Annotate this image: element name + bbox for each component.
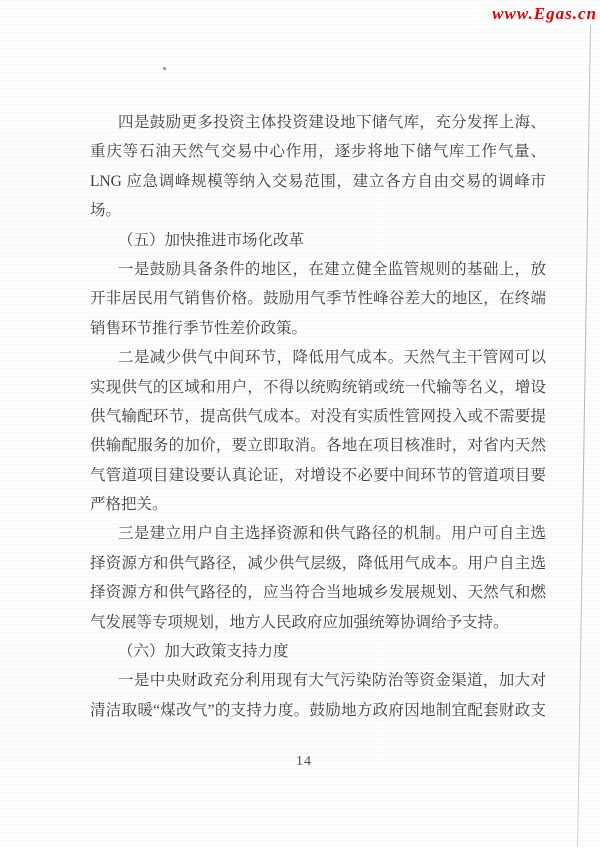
text-line: （五）加快推进市场化改革 — [118, 231, 305, 249]
section-heading — [90, 637, 546, 666]
text-line: 开非居民用气销售价格。鼓励用气季节性峰谷差大的地区，在终端 — [90, 290, 546, 308]
text-line: 一是鼓励具备条件的地区，在建立健全监管规则的基础上，放 — [118, 260, 546, 278]
text-line: 供气输配环节，提高供气成本。对没有实质性管网投入或不需要提 — [90, 407, 546, 425]
section-heading — [90, 226, 546, 255]
text-line: 二是减少供气中间环节，降低用气成本。天然气主干管网可以 — [118, 349, 546, 367]
text-line: 实现供气的区域和用户，不得以统购统销或统一代输等名义，增设 — [90, 378, 546, 396]
text-line: 销售环节推行季节性差价政策。 — [90, 319, 308, 337]
text-line: 三是建立用户自主选择资源和供气路径的机制。用户可自主选 — [118, 525, 546, 543]
watermark-text: www.Egas.cn — [492, 4, 597, 23]
document-body — [90, 108, 546, 725]
paragraph — [90, 108, 546, 226]
text-line: 供输配服务的加价，要立即取消。各地在项目核准时，对省内天然 — [90, 437, 546, 455]
text-line: 择资源方和供气路径的，应当符合当地城乡发展规划、天然气和燃 — [90, 584, 546, 602]
text-line: 气管道项目建设要认真论证，对增设不必要中间环节的管道项目要 — [90, 466, 546, 484]
paragraph — [90, 255, 546, 343]
scan-artifact-line — [577, 25, 591, 847]
text-line: 清洁取暖“煤改气”的支持力度。鼓励地方政府因地制宜配套财政支 — [90, 701, 546, 719]
text-line: （六）加大政策支持力度 — [118, 643, 289, 661]
page-number: 14 — [296, 754, 312, 769]
text-line: 择资源方和供气路径，减少供气层级，降低用气成本。用户自主选 — [90, 554, 546, 572]
text-line: 场。 — [90, 202, 122, 220]
text-line: 一是中央财政充分利用现有大气污染防治等资金渠道，加大对 — [118, 672, 546, 690]
scan-speck — [163, 67, 166, 70]
text-line: LNG 应急调峰规模等纳入交易范围，建立各方自由交易的调峰市 — [90, 172, 546, 190]
paragraph — [90, 519, 546, 637]
text-line: 严格把关。 — [90, 496, 168, 514]
text-line: 气发展等专项规划，地方人民政府应加强统筹协调给予支持。 — [90, 613, 509, 631]
text-line: 四是鼓励更多投资主体投资建设地下储气库，充分发挥上海、 — [118, 114, 546, 131]
paragraph — [90, 343, 546, 519]
text-line: 重庆等石油天然气交易中心作用，逐步将地下储气库工作气量、 — [90, 143, 546, 161]
paragraph — [90, 666, 546, 725]
